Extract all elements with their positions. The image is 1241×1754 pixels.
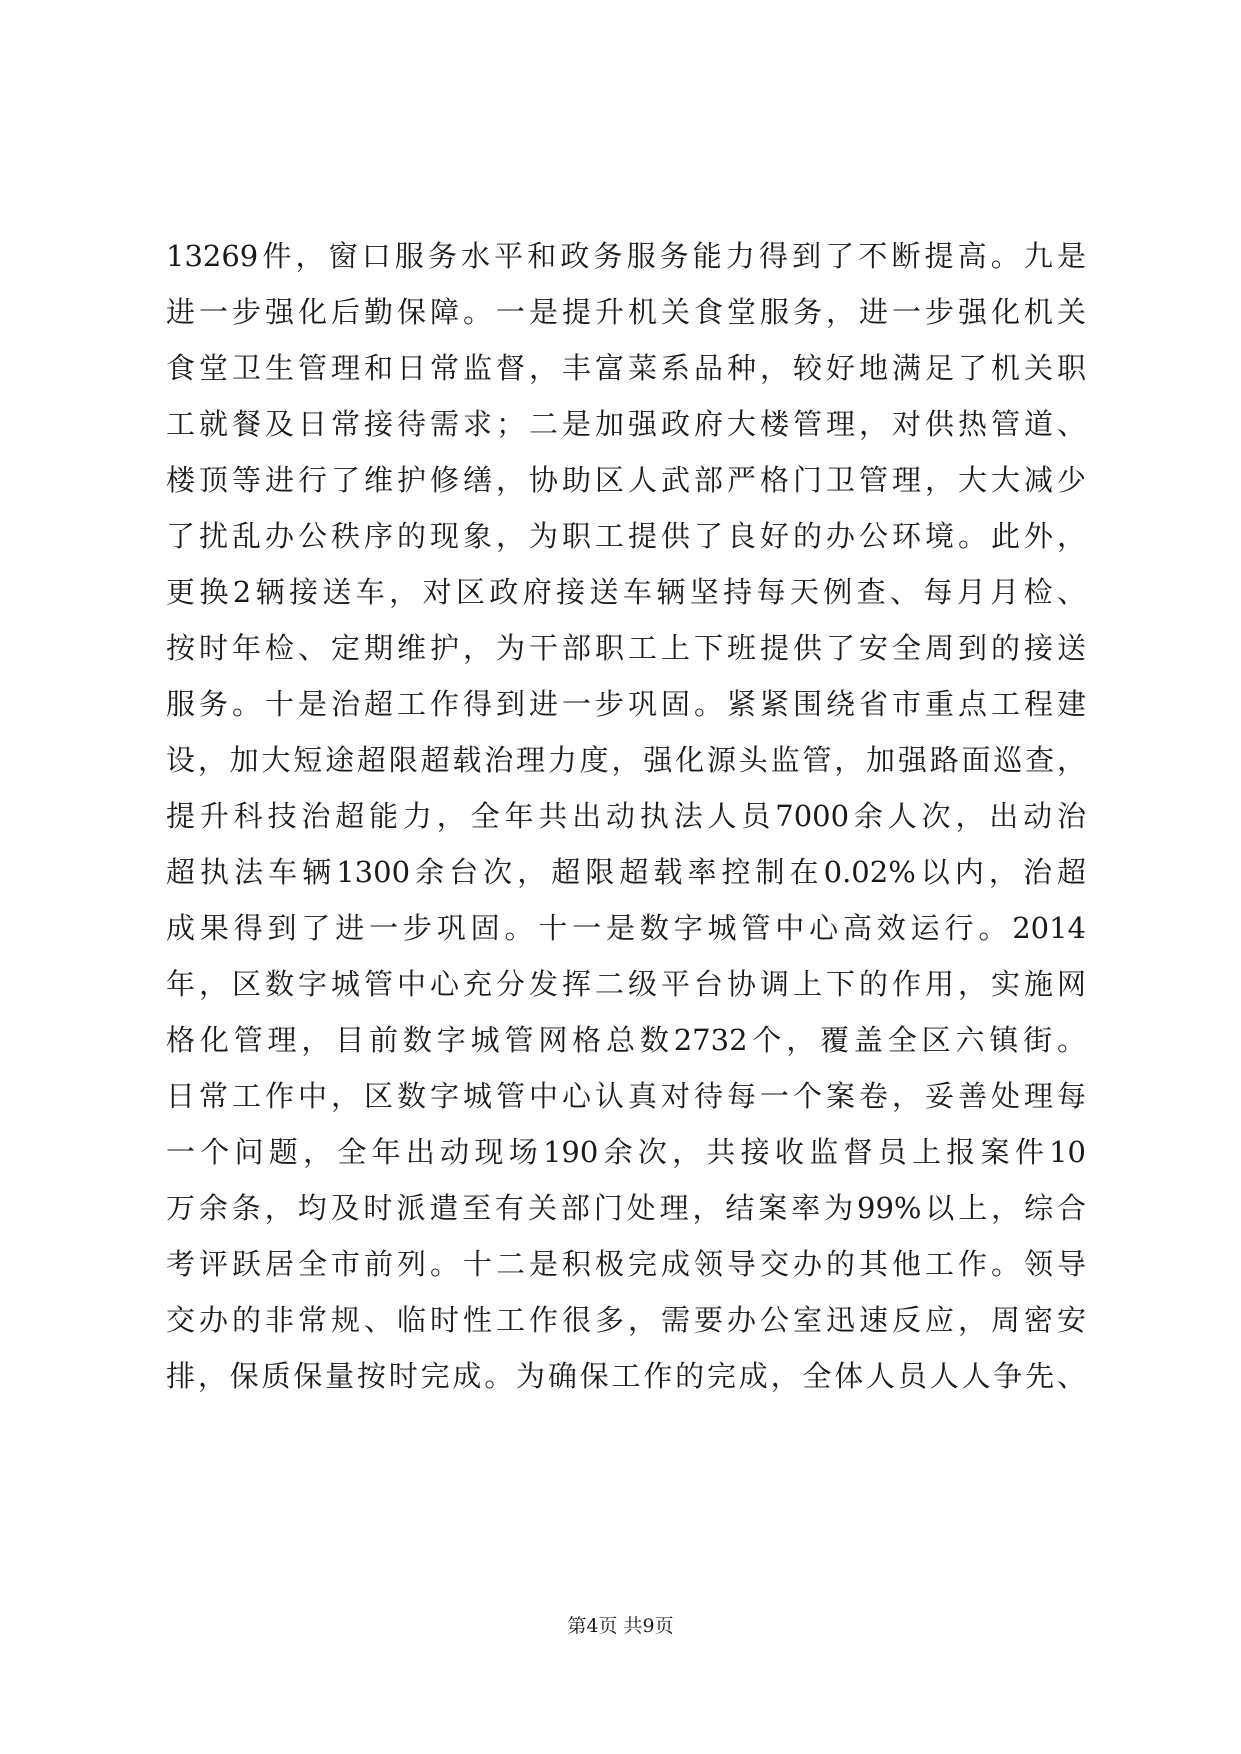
body-line: 设，加大短途超限超载治理力度，强化源头监管，加强路面巡查，	[166, 743, 1086, 777]
body-line: 考评跃居全市前列。十二是积极完成领导交办的其他工作。领导	[166, 1247, 1086, 1281]
body-line: 格化管理，目前数字城管网格总数2732个，覆盖全区六镇街。	[166, 1023, 1086, 1057]
body-line: 进一步强化后勤保障。一是提升机关食堂服务，进一步强化机关	[166, 295, 1086, 329]
body-line: 楼顶等进行了维护修缮，协助区人武部严格门卫管理，大大减少	[166, 463, 1086, 497]
body-line: 成果得到了进一步巩固。十一是数字城管中心高效运行。2014	[166, 911, 1086, 945]
body-line: 万余条，均及时派遣至有关部门处理，结案率为99%以上，综合	[166, 1191, 1086, 1225]
body-line: 按时年检、定期维护，为干部职工上下班提供了安全周到的接送	[166, 631, 1086, 665]
body-line: 交办的非常规、临时性工作很多，需要办公室迅速反应，周密安	[166, 1303, 1086, 1337]
body-line: 服务。十是治超工作得到进一步巩固。紧紧围绕省市重点工程建	[166, 687, 1086, 721]
body-line: 日常工作中，区数字城管中心认真对待每一个案卷，妥善处理每	[166, 1079, 1086, 1113]
body-line: 超执法车辆1300余台次，超限超载率控制在0.02%以内，治超	[166, 855, 1086, 889]
body-line: 年，区数字城管中心充分发挥二级平台协调上下的作用，实施网	[166, 967, 1086, 1001]
body-line: 食堂卫生管理和日常监督，丰富菜系品种，较好地满足了机关职	[166, 351, 1086, 385]
body-line: 排，保质保量按时完成。为确保工作的完成，全体人员人人争先、	[166, 1359, 1086, 1393]
body-line: 一个问题，全年出动现场190余次，共接收监督员上报案件10	[166, 1135, 1086, 1169]
body-line: 了扰乱办公秩序的现象，为职工提供了良好的办公环境。此外，	[166, 519, 1086, 553]
body-line: 更换2辆接送车，对区政府接送车辆坚持每天例查、每月月检、	[166, 575, 1086, 609]
body-line: 提升科技治超能力，全年共出动执法人员7000余人次，出动治	[166, 799, 1086, 833]
body-text	[166, 228, 1086, 1404]
body-line: 工就餐及日常接待需求；二是加强政府大楼管理，对供热管道、	[166, 407, 1086, 441]
page-number-footer: 第4页 共9页	[567, 1615, 674, 1637]
body-line: 13269件，窗口服务水平和政务服务能力得到了不断提高。九是	[166, 239, 1086, 273]
